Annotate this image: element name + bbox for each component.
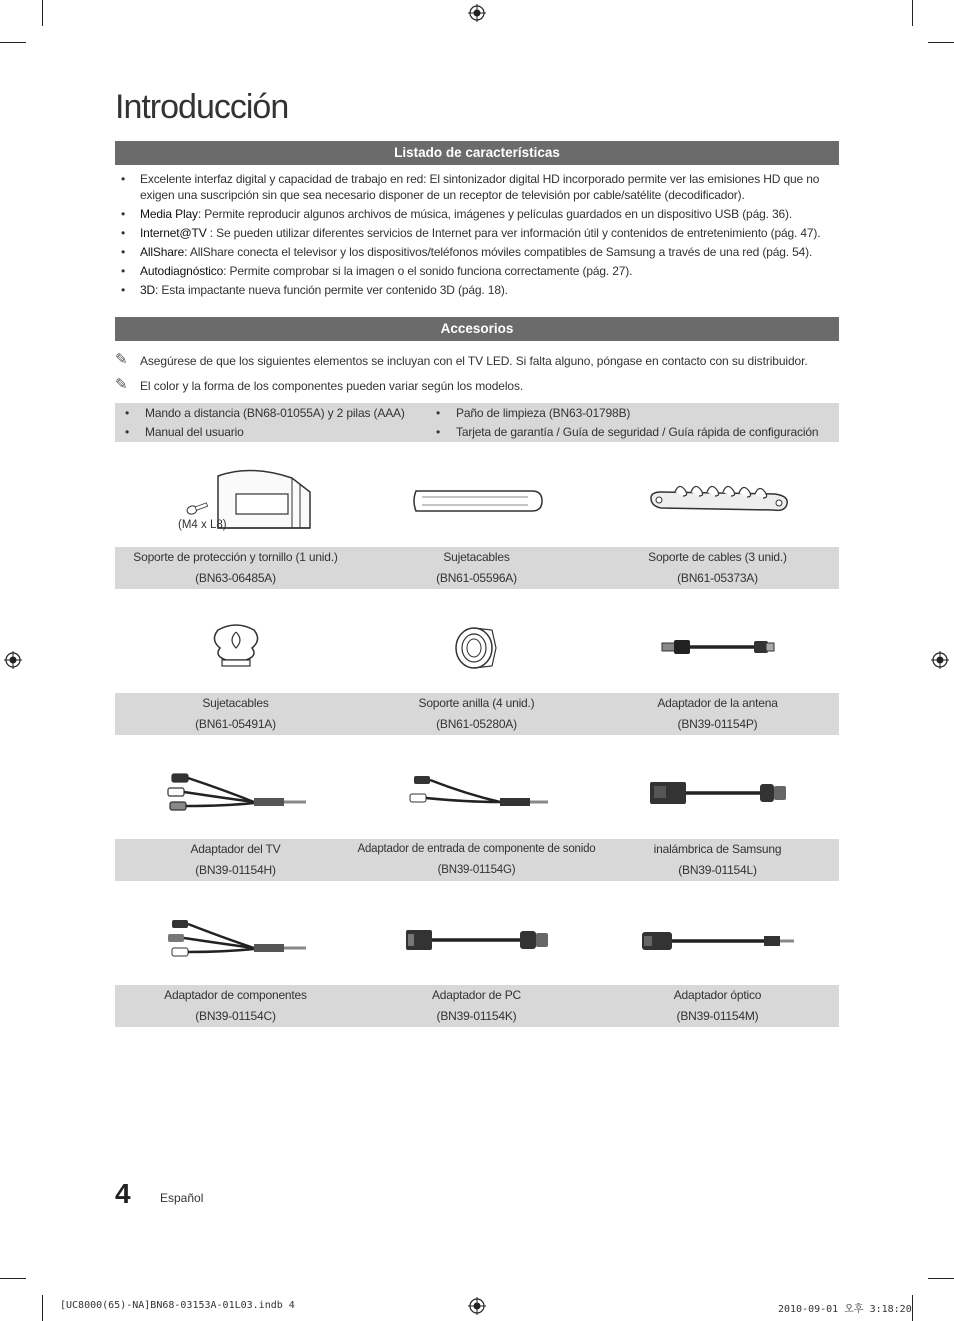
pc-adapter-icon xyxy=(404,926,552,954)
screw-size-label: (M4 x L8) xyxy=(178,519,227,531)
caption-row xyxy=(115,547,839,589)
crop-mark xyxy=(928,1278,954,1279)
accessory-caption: Adaptador de entrada de componente de sonido (BN39-01154G) xyxy=(357,843,596,876)
crop-mark xyxy=(912,1295,913,1321)
audio-component-adapter-icon xyxy=(406,772,552,816)
features-list xyxy=(115,172,839,302)
registration-mark-icon xyxy=(4,651,22,669)
tv-adapter-icon xyxy=(164,770,310,818)
crop-mark xyxy=(42,1295,43,1321)
page-title: Introducción xyxy=(115,88,289,126)
caption-row xyxy=(115,839,839,881)
samsung-wireless-adapter-icon xyxy=(648,780,790,808)
accessory-caption: Soporte de cables (3 unid.) (BN61-05373A) xyxy=(648,550,787,585)
registration-mark-icon xyxy=(468,4,486,22)
ring-holder-icon xyxy=(452,624,504,672)
crop-mark xyxy=(42,0,43,26)
antenna-adapter-icon xyxy=(660,636,780,658)
optical-adapter-icon xyxy=(640,930,796,952)
features-section-header: Listado de características xyxy=(115,141,839,165)
accessory-caption: Sujetacables (BN61-05596A) xyxy=(436,550,517,585)
accessory-caption: Soporte de protección y tornillo (1 unid.) (BN63-06485A) xyxy=(133,550,338,585)
crop-mark xyxy=(928,42,954,43)
list-item: • Manual del usuario xyxy=(125,425,244,439)
accessory-caption: inalámbrica de Samsung (BN39-01154L) xyxy=(653,842,782,877)
list-item: • Mando a distancia (BN68-01055A) y 2 pilas (AAA) xyxy=(125,406,405,420)
pencil-note-icon: ✎ xyxy=(115,351,128,368)
cable-clip-icon xyxy=(208,622,264,670)
list-item: • Internet@TV : Se pueden utilizar diferentes servicios de Internet para ver información útil y contenidos de entretenimiento (pág. 47). xyxy=(121,225,821,240)
crop-mark xyxy=(0,42,26,43)
registration-mark-icon xyxy=(931,651,949,669)
print-slug-date: 2010-09-01 오후 3:18:20 xyxy=(778,1304,912,1315)
accessory-caption: Sujetacables (BN61-05491A) xyxy=(195,696,276,731)
note: ✎ Asegúrese de que los siguientes elementos se incluyan con el TV LED. Si falta alguno, póngase en contacto con su distribuidor. xyxy=(115,351,808,368)
cable-holder-icon xyxy=(645,478,795,522)
accessory-caption: Soporte anilla (4 unid.) (BN61-05280A) xyxy=(418,696,535,731)
included-items-box xyxy=(115,403,839,442)
caption-row xyxy=(115,985,839,1027)
list-item: • AllShare: AllShare conecta el televisor y los dispositivos/teléfonos móviles compatibles de Samsung a través de una red (pág. 54). xyxy=(121,244,813,259)
page-number: 4 xyxy=(115,1178,131,1209)
accessory-caption: Adaptador de la antena (BN39-01154P) xyxy=(657,696,778,731)
accessory-caption: Adaptador del TV (BN39-01154H) xyxy=(190,842,281,877)
accessory-caption: Adaptador de componentes (BN39-01154C) xyxy=(164,988,307,1023)
list-item: • 3D: Esta impactante nueva función permite ver contenido 3D (pág. 18). xyxy=(121,282,508,297)
component-adapter-icon xyxy=(164,918,310,962)
crop-mark xyxy=(912,0,913,26)
list-item: • Paño de limpieza (BN63-01798B) xyxy=(436,406,631,420)
list-item: • Autodiagnóstico: Permite comprobar si la imagen o el sonido funciona correctamente (pág. 27). xyxy=(121,263,633,278)
print-slug-file: [UC8000(65)-NA]BN68-03153A-01L03.indb 4 xyxy=(60,1300,295,1311)
page-language: Español xyxy=(160,1191,204,1205)
list-item: • Tarjeta de garantía / Guía de seguridad / Guía rápida de configuración xyxy=(436,425,819,439)
cable-tie-icon xyxy=(408,485,548,517)
list-item: • Media Play: Permite reproducir algunos archivos de música, imágenes y películas guardados en un dispositivo USB (pág. 36). xyxy=(121,206,793,221)
pencil-note-icon: ✎ xyxy=(115,376,128,393)
caption-row xyxy=(115,693,839,735)
accessory-caption: Adaptador de PC (BN39-01154K) xyxy=(431,988,522,1023)
note: ✎ El color y la forma de los componentes pueden variar según los modelos. xyxy=(115,376,524,393)
accessory-caption: Adaptador óptico (BN39-01154M) xyxy=(673,988,762,1023)
registration-mark-icon xyxy=(468,1297,486,1315)
crop-mark xyxy=(0,1278,26,1279)
list-item: • Excelente interfaz digital y capacidad de trabajo en red: El sintonizador digital HD incorporado permite ver las emisiones HD que no exigen una suscripción sin que sea necesario disponer de un receptor de televisión por cable/satélite (decodificador). xyxy=(121,172,820,202)
accessories-section-header: Accesorios xyxy=(115,317,839,341)
